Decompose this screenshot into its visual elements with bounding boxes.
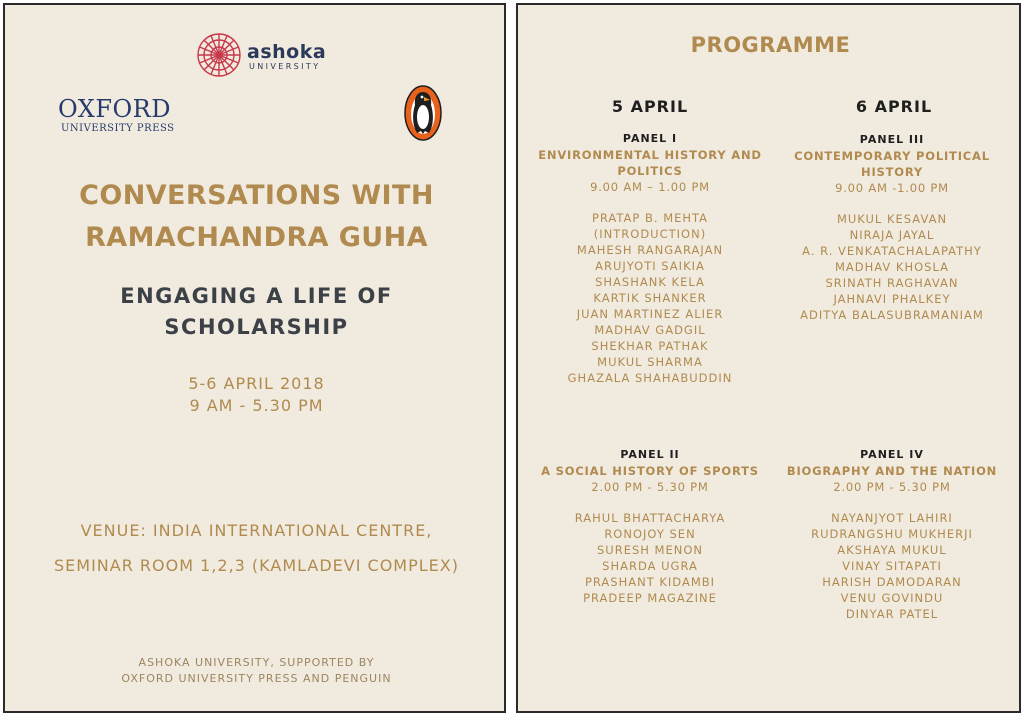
speaker: MADHAV KHOSLA (834, 260, 950, 274)
subtitle-line-1: ENGAGING A LIFE OF (120, 284, 393, 308)
ashoka-logo-text: ashoka (247, 41, 327, 63)
penguin-logo-icon (403, 83, 443, 143)
speaker: SHARDA UGRA (602, 559, 698, 573)
panel-title-line: ENVIRONMENTAL HISTORY AND (538, 148, 762, 162)
panel-3 (770, 132, 1014, 323)
panel-number: PANEL IV (860, 448, 924, 461)
venue-line-2: SEMINAR ROOM 1,2,3 (KAMLADEVI COMPLEX) (54, 556, 459, 575)
event-title (5, 175, 508, 259)
speaker: NAYANJYOT LAHIRI (831, 511, 953, 525)
panel-2 (528, 447, 772, 606)
venue-line-1: VENUE: INDIA INTERNATIONAL CENTRE, (80, 521, 433, 540)
speaker: SURESH MENON (596, 543, 704, 557)
speaker: SRINATH RAGHAVAN (825, 276, 959, 290)
speaker: RUDRANGSHU MUKHERJI (811, 527, 973, 541)
event-date-time (5, 373, 508, 417)
speaker: MADHAV GADGIL (594, 323, 706, 337)
event-venue (5, 513, 508, 583)
day-heading-5-april: 5 APRIL (611, 97, 689, 116)
panel-title-line: CONTEMPORARY POLITICAL (794, 149, 990, 163)
event-flyer (3, 3, 506, 713)
title-line-2: RAMACHANDRA GUHA (85, 222, 428, 253)
speaker: MUKUL SHARMA (597, 355, 703, 369)
speaker: MUKUL KESAVAN (836, 212, 948, 226)
speaker: GHAZALA SHAHABUDDIN (567, 371, 733, 385)
panel-4 (770, 447, 1014, 622)
speaker: JUAN MARTINEZ ALIER (576, 307, 724, 321)
panel-number: PANEL I (622, 132, 678, 145)
panel-number: PANEL III (859, 133, 925, 146)
ashoka-logo-subtext: UNIVERSITY (249, 62, 321, 71)
programme-heading: PROGRAMME (690, 33, 851, 57)
speaker: PRADEEP MAGAZINE (583, 591, 717, 605)
panel-title-line: HISTORY (861, 165, 923, 179)
speaker: A. R. VENKATACHALAPATHY (802, 244, 982, 258)
speaker: AKSHAYA MUKUL (837, 543, 947, 557)
speaker: VENU GOVINDU (840, 591, 944, 605)
speaker: SHEKHAR PATHAK (591, 339, 709, 353)
day-heading-6-april: 6 APRIL (855, 97, 933, 116)
panel-title-line: POLITICS (617, 164, 683, 178)
panel-number: PANEL II (620, 448, 680, 461)
panel-time: 2.00 PM - 5.30 PM (833, 480, 951, 494)
event-subtitle (5, 281, 508, 343)
speaker: RONOJOY SEN (604, 527, 696, 541)
programme-card (516, 3, 1021, 713)
footer-line-2: OXFORD UNIVERSITY PRESS AND PENGUIN (121, 672, 392, 685)
speaker: PRASHANT KIDAMBI (584, 575, 716, 589)
speaker: RAHUL BHATTACHARYA (574, 511, 726, 525)
speaker: ADITYA BALASUBRAMANIAM (800, 308, 984, 322)
oxford-logo-text: OXFORD (58, 95, 171, 123)
speaker: VINAY SITAPATI (842, 559, 942, 573)
speaker: JAHNAVI PHALKEY (833, 292, 951, 306)
speaker: SHASHANK KELA (595, 275, 705, 289)
speaker: PRATAP B. MEHTA (591, 211, 709, 225)
speaker: NIRAJA JAYAL (849, 228, 935, 242)
panel-time: 2.00 PM - 5.30 PM (591, 480, 709, 494)
panel-time: 9.00 AM -1.00 PM (835, 181, 949, 195)
speaker: HARISH DAMODARAN (822, 575, 962, 589)
speaker: MAHESH RANGARAJAN (576, 243, 724, 257)
speaker: ARUJYOTI SAIKIA (595, 259, 705, 273)
subtitle-line-2: SCHOLARSHIP (164, 315, 349, 339)
oxford-logo-subtext: UNIVERSITY PRESS (61, 123, 175, 134)
event-time: 9 AM - 5.30 PM (189, 396, 324, 415)
panel-title-line: BIOGRAPHY AND THE NATION (786, 464, 998, 478)
speaker: KARTIK SHANKER (593, 291, 707, 305)
footer-line-1: ASHOKA UNIVERSITY, SUPPORTED BY (138, 656, 375, 669)
ashoka-emblem-icon (195, 31, 243, 79)
panel-1 (528, 131, 772, 386)
event-footer (5, 655, 508, 687)
speaker: DINYAR PATEL (845, 607, 939, 621)
panel-title-line: A SOCIAL HISTORY OF SPORTS (541, 464, 759, 478)
title-line-1: CONVERSATIONS WITH (79, 180, 434, 211)
event-date: 5-6 APRIL 2018 (188, 374, 325, 393)
panel-time: 9.00 AM – 1.00 PM (590, 180, 710, 194)
speaker: (INTRODUCTION) (593, 227, 707, 241)
